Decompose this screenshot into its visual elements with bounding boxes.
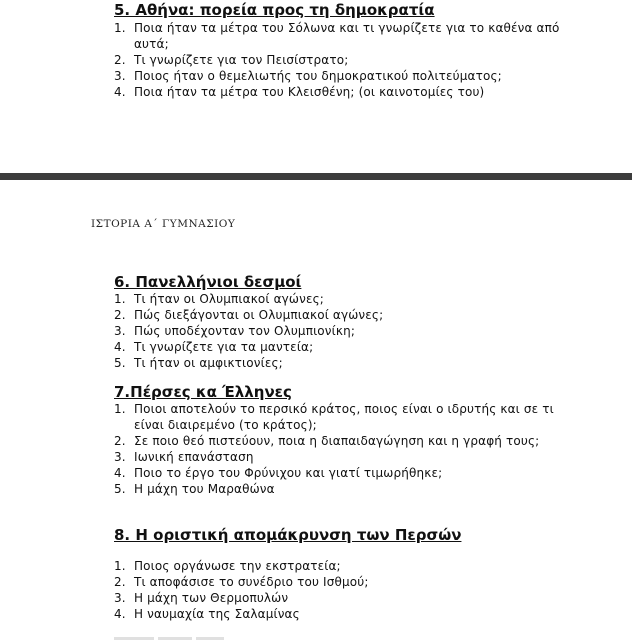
section-5-title: 5. Αθήνα: πορεία προς τη δημοκρατία — [114, 1, 435, 19]
question-number: 4. — [114, 607, 126, 621]
question-item — [114, 291, 624, 307]
question-item — [114, 323, 624, 339]
question-item — [114, 52, 624, 68]
question-number: 3. — [114, 324, 126, 338]
question-text: Η μάχη του Μαραθώνα — [134, 482, 275, 496]
question-item — [114, 84, 624, 100]
question-item — [114, 606, 624, 622]
question-text: Πώς διεξάγονται οι Ολυμπιακοί αγώνες; — [134, 308, 384, 322]
question-number: 4. — [114, 466, 126, 480]
section-6-title: 6. Πανελλήνιοι δεσμοί — [114, 273, 302, 291]
question-item — [114, 68, 624, 84]
question-number: 3. — [114, 69, 126, 83]
question-item — [114, 307, 624, 323]
question-text: Τι γνωρίζετε για τον Πεισίστρατο; — [134, 53, 349, 67]
question-item — [114, 355, 624, 371]
section-8 — [114, 527, 624, 622]
question-text: Ποιος ήταν ο θεμελιωτής του δημοκρατικού πολιτεύματος; — [134, 69, 502, 83]
question-item — [114, 339, 624, 355]
question-item — [114, 20, 564, 52]
question-item — [114, 433, 559, 449]
question-text: Ιωνική επανάσταση — [134, 450, 254, 464]
question-item — [114, 449, 624, 465]
question-item — [114, 590, 624, 606]
question-text: Τι γνωρίζετε για τα μαντεία; — [134, 340, 314, 354]
question-text: Ποια ήταν τα μέτρα του Σόλωνα και τι γνωρίζετε για το καθένα από αυτά; — [134, 21, 560, 51]
page-break-divider — [0, 173, 632, 180]
question-text: Η ναυμαχία της Σαλαμίνας — [134, 607, 300, 621]
question-text: Τι αποφάσισε το συνέδριο του Ισθμού; — [134, 575, 369, 589]
question-item — [114, 574, 624, 590]
question-number: 2. — [114, 53, 126, 67]
section-6 — [114, 274, 624, 371]
question-text: Ποιο το έργο του Φρύνιχου και γιατί τιμωρήθηκε; — [134, 466, 443, 480]
section-7-questions — [114, 401, 624, 497]
question-number: 1. — [114, 21, 126, 35]
question-text: Ποια ήταν τα μέτρα του Κλεισθένη; (οι καινοτομίες του) — [134, 85, 485, 99]
question-number: 3. — [114, 591, 126, 605]
question-text: Σε ποιο θεό πιστεύουν, ποια η διαπαιδαγώγηση και η γραφή τους; — [134, 434, 540, 448]
section-8-title: 8. Η οριστική απομάκρυνση των Περσών — [114, 526, 462, 544]
section-7 — [114, 384, 624, 497]
question-number: 1. — [114, 292, 126, 306]
question-item — [114, 401, 559, 433]
section-5 — [114, 2, 624, 100]
question-number: 5. — [114, 356, 126, 370]
question-text: Η μάχη των Θερμοπυλών — [134, 591, 289, 605]
question-number: 4. — [114, 85, 126, 99]
question-number: 2. — [114, 575, 126, 589]
question-number: 1. — [114, 402, 126, 416]
question-text: Ποιος οργάνωσε την εκστρατεία; — [134, 559, 341, 573]
section-6-questions — [114, 291, 624, 371]
question-item — [114, 558, 624, 574]
section-7-title: 7.Πέρσες κα Έλληνες — [114, 383, 292, 401]
question-number: 3. — [114, 450, 126, 464]
section-5-questions — [114, 20, 624, 100]
question-number: 4. — [114, 340, 126, 354]
question-text: Τι ήταν οι Ολυμπιακοί αγώνες; — [134, 292, 324, 306]
question-number: 2. — [114, 308, 126, 322]
question-number: 2. — [114, 434, 126, 448]
cut-off-next-heading — [114, 633, 264, 640]
question-item — [114, 481, 624, 497]
question-text: Ποιοι αποτελούν το περσικό κράτος, ποιος είναι ο ιδρυτής και σε τι είναι διαιρεμένο (το κράτος); — [134, 402, 554, 432]
question-number: 1. — [114, 559, 126, 573]
section-8-questions — [114, 558, 624, 622]
question-number: 5. — [114, 482, 126, 496]
question-text: Πώς υποδέχονταν τον Ολυμπιονίκη; — [134, 324, 356, 338]
question-text: Τι ήταν οι αμφικτιονίες; — [134, 356, 283, 370]
question-item — [114, 465, 624, 481]
running-header: ΙΣΤΟΡΙΑ Α΄ ΓΥΜΝΑΣΙΟΥ — [91, 218, 236, 230]
